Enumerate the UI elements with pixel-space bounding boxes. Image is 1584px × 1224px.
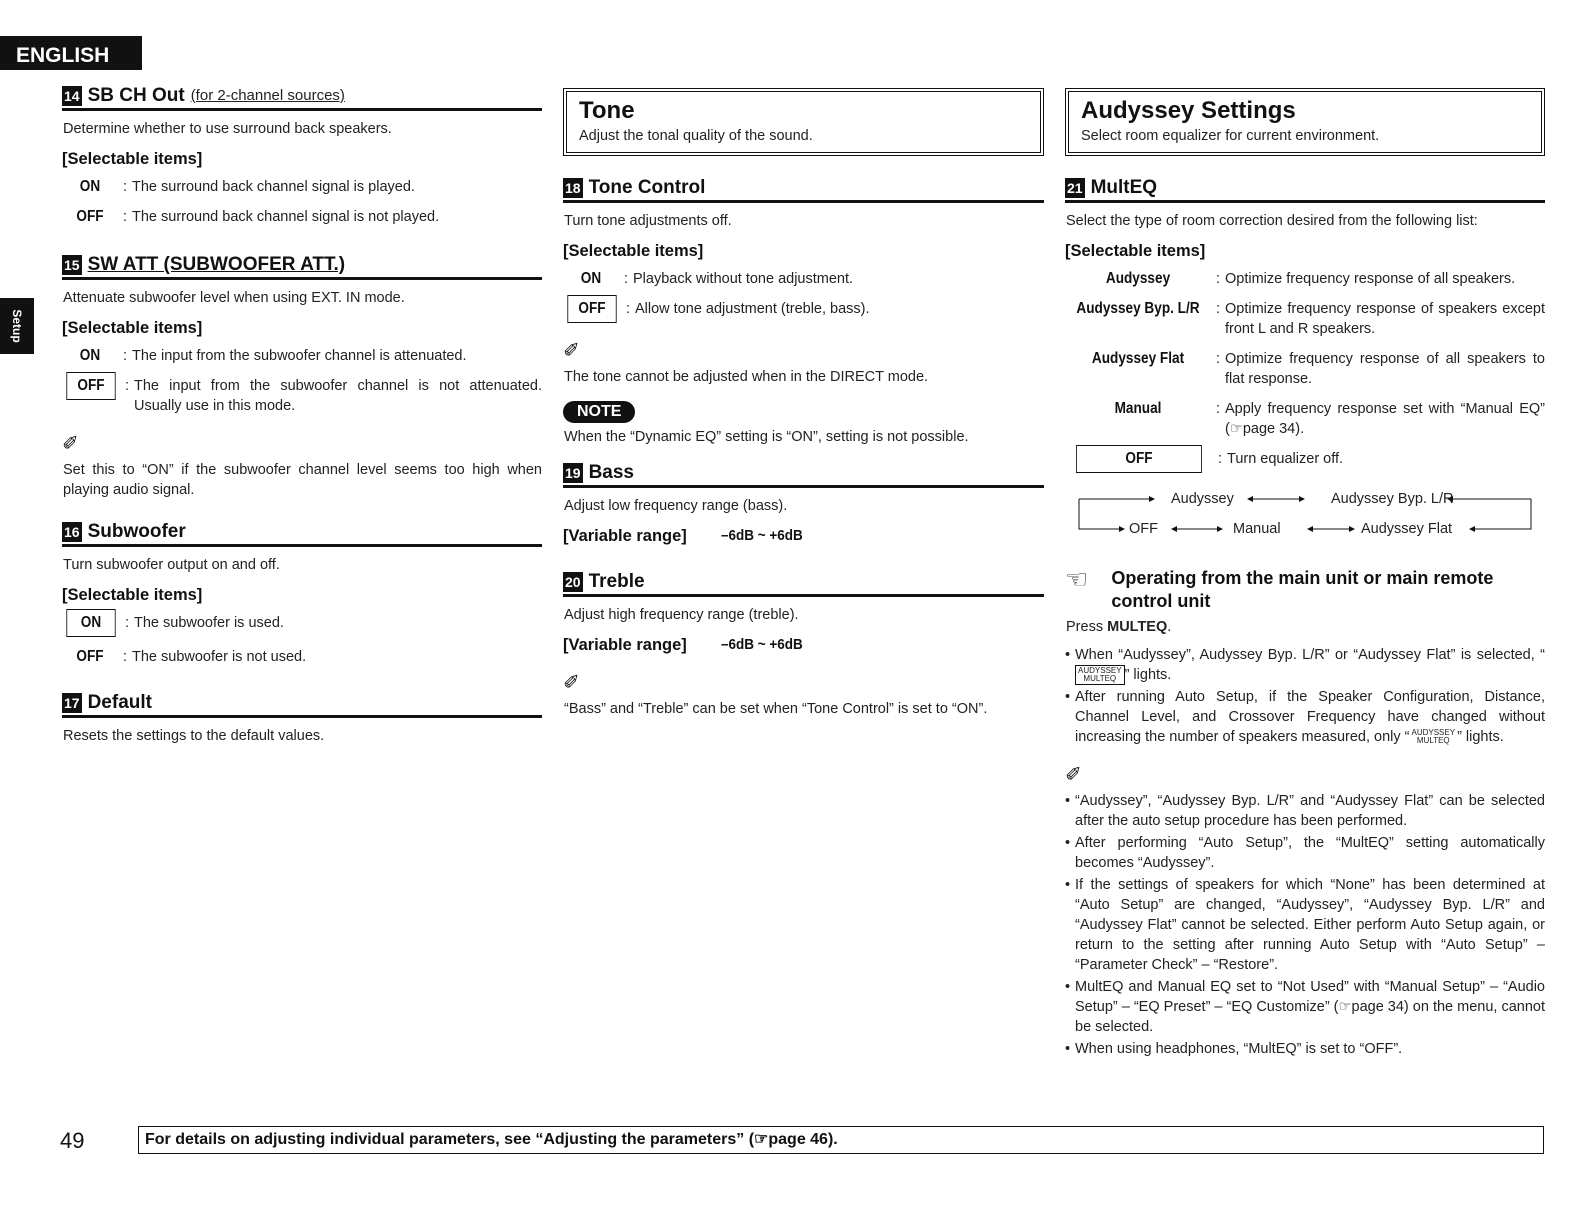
section-21-desc: Select the type of room correction desired from the following list: (1066, 213, 1478, 229)
setup-side-tab-label: Setup (10, 309, 24, 343)
multeq-key: MULTEQ (1107, 619, 1168, 635)
audyssey-title: Audyssey Settings (1081, 97, 1296, 124)
section-17-heading (62, 693, 542, 718)
item-key: ON (79, 347, 101, 364)
item-desc: Optimize frequency response of all speakers to flat response. (1225, 351, 1545, 387)
item-desc: The surround back channel signal is not played. (132, 209, 440, 225)
item-key: ON (79, 178, 101, 195)
multeq-item: Audyssey Flat : Optimize frequency response of all speakers to flat response. (1065, 349, 1545, 389)
audyssey-title-box (1065, 88, 1545, 156)
section-18-note: The tone cannot be adjusted when in the DIRECT mode. (564, 369, 929, 385)
section-15-desc: Attenuate subwoofer level when using EXT. IN mode. (63, 290, 405, 306)
item-key: Audyssey Byp. L/R (1076, 300, 1200, 317)
section-15-item: OFF : The input from the subwoofer channel is not attenuated. Usually use in this mode. (62, 376, 542, 416)
item-key: ON (580, 270, 602, 287)
section-16-item: OFF : The subwoofer is not used. (62, 647, 542, 667)
bullet-text: After running Auto Setup, if the Speaker Configuration, Distance, Channel Level, and Crossover Frequency have changed without increasing the number of speakers measured, only “ (1075, 689, 1545, 746)
section-15-item: ON : The input from the subwoofer channel is attenuated. (62, 346, 542, 366)
note-text: “Audyssey”, “Audyssey Byp. L/R” and “Audyssey Flat” can be selected after the auto setup procedure has been performed. (1075, 793, 1545, 830)
section-20-title: Treble (588, 571, 645, 592)
operating-heading (1065, 564, 1545, 613)
section-17-desc: Resets the settings to the default values. (63, 728, 325, 744)
section-16-desc: Turn subwoofer output on and off. (63, 557, 280, 573)
section-18-selectable-label: [Selectable items] (563, 242, 704, 260)
column-2 (563, 88, 1044, 727)
item-key: Audyssey (1105, 270, 1171, 287)
section-16-item: ON : The subwoofer is used. (62, 613, 542, 637)
section-18-note2: When the “Dynamic EQ” setting is “ON”, setting is not possible. (564, 429, 969, 445)
range-value: –6dB ~ +6dB (720, 527, 803, 544)
note-text: MultEQ and Manual EQ set to “Not Used” with “Manual Setup” – “Audio Setup” – “EQ Preset” – “EQ Customize” (☞page 34) on the menu, cannot be selected. (1075, 979, 1545, 1036)
setup-side-tab (0, 298, 34, 354)
section-18-number: 18 (565, 180, 581, 196)
section-15-heading (62, 255, 542, 280)
item-desc: The surround back channel signal is played. (132, 179, 415, 195)
column-3 (1065, 88, 1545, 1061)
item-key: Manual (1114, 400, 1162, 417)
item-desc: The subwoofer is used. (134, 615, 284, 631)
item-key: OFF (76, 208, 104, 225)
section-14-heading (62, 86, 542, 111)
section-20-number: 20 (565, 574, 581, 590)
section-19-number: 19 (565, 465, 581, 481)
range-value: –6dB ~ +6dB (720, 636, 803, 653)
section-21-number: 21 (1067, 180, 1083, 196)
section-19-heading (563, 463, 1044, 488)
section-17-title: Default (87, 692, 152, 713)
page-number: 49 (60, 1128, 85, 1153)
section-21-heading (1065, 178, 1545, 203)
section-19-title: Bass (588, 462, 634, 483)
section-21-title: MultEQ (1090, 177, 1158, 198)
note-bullet: • “Audyssey”, “Audyssey Byp. L/R” and “Audyssey Flat” can be selected after the auto setup procedure has been performed. (1065, 793, 1545, 830)
section-14-item: ON : The surround back channel signal is played. (62, 177, 542, 197)
multeq-item: Audyssey Byp. L/R : Optimize frequency response of speakers except front L and R speakers. (1076, 300, 1545, 337)
bullet-text: When “Audyssey”, Audyssey Byp. L/R” or “Audyssey Flat” is selected, “ (1075, 647, 1545, 663)
section-16-heading (62, 522, 542, 547)
section-14-subtitle: (for 2-channel sources) (190, 87, 345, 104)
multeq-cycle-diagram (1065, 487, 1545, 547)
note-bullet: • When using headphones, “MultEQ” is set to “OFF”. (1065, 1039, 1545, 1059)
section-16-title: Subwoofer (87, 521, 186, 542)
item-desc: Turn equalizer off. (1227, 451, 1344, 467)
item-desc: Optimize frequency response of all speakers. (1225, 271, 1516, 287)
pencil-icon: ✐ (563, 672, 580, 694)
flow-audyssey-flat: Audyssey Flat (1361, 521, 1453, 537)
item-desc: The input from the subwoofer channel is not attenuated. Usually use in this mode. (134, 378, 542, 414)
note-bullet: • If the settings of speakers for which “None” has been determined at “Auto Setup” are changed, “Audyssey”, “Audyssey Byp. L/R” and “Audyssey Flat” cannot be selected. Either perform Auto Setup again, or return to the setting after running Auto Setup with “Auto Setup” – “Parameter Check” – “Restore”. (1065, 877, 1545, 974)
language-tab: ENGLISH (0, 36, 142, 70)
item-desc: Allow tone adjustment (treble, bass). (635, 301, 870, 317)
section-15-selectable-label: [Selectable items] (62, 319, 203, 337)
item-desc: Optimize frequency response of speakers except front L and R speakers. (1225, 301, 1545, 337)
press-line (1066, 617, 1545, 637)
operating-bullet: • After running Auto Setup, if the Speaker Configuration, Distance, Channel Level, and Crossover Frequency have changed without increasing the number of speakers measured, only “ AUDYSSEY MULTEQ ” lights. (1065, 689, 1545, 746)
note-bullet: • MultEQ and Manual EQ set to “Not Used” with “Manual Setup” – “Audio Setup” – “EQ Preset” – “EQ Customize” (☞page 34) on the menu, cannot be selected. (1065, 979, 1545, 1036)
pencil-icon: ✐ (563, 340, 580, 362)
section-15-number: 15 (64, 257, 80, 273)
operating-bullet: • When “Audyssey”, Audyssey Byp. L/R” or “Audyssey Flat” is selected, “AUDYSSEY MULTEQ ” lights. (1065, 647, 1545, 684)
footer-reference: For details on adjusting individual parameters, see “Adjusting the parameters” (☞page 46). (138, 1126, 1544, 1154)
section-15-note: Set this to “ON” if the subwoofer channel level seems too high when playing audio signal. (63, 462, 542, 498)
section-18-title: Tone Control (588, 177, 706, 198)
section-14-title: SB CH Out (87, 85, 185, 106)
bullet-text: ” lights. (1457, 729, 1504, 746)
multeq-item: Audyssey : Optimize frequency response of all speakers. (1065, 269, 1545, 289)
range-label: [Variable range] (563, 527, 687, 545)
item-desc: Apply frequency response set with “Manual EQ” (☞page 34). (1225, 401, 1545, 437)
item-key-default: OFF (567, 295, 616, 323)
tone-subtitle: Adjust the tonal quality of the sound. (579, 128, 813, 144)
section-20-range (563, 635, 1044, 655)
multeq-item: OFF : Turn equalizer off. (1065, 449, 1545, 473)
section-16-number: 16 (64, 524, 80, 540)
note-bullet: • After performing “Auto Setup”, the “MultEQ” setting automatically becomes “Audyssey”. (1065, 835, 1545, 872)
item-desc: The input from the subwoofer channel is attenuated. (132, 348, 467, 364)
multeq-item: Manual : Apply frequency response set with “Manual EQ” (☞page 34). (1065, 399, 1545, 439)
section-20-desc: Adjust high frequency range (treble). (564, 607, 799, 623)
section-14-number: 14 (64, 88, 80, 104)
section-21-selectable-label: [Selectable items] (1065, 242, 1206, 260)
item-desc: Playback without tone adjustment. (633, 271, 854, 287)
section-15-title: SW ATT (SUBWOOFER ATT.) (87, 254, 346, 275)
item-desc: The subwoofer is not used. (132, 649, 307, 665)
audyssey-multeq-indicator: AUDYSSEY MULTEQ (1075, 665, 1125, 685)
section-19-desc: Adjust low frequency range (bass). (564, 498, 788, 514)
hand-pointer-icon: ☜ (1065, 564, 1089, 594)
flow-manual: Manual (1233, 521, 1281, 537)
section-17-number: 17 (64, 695, 80, 711)
flow-audyssey-byp: Audyssey Byp. L/R (1331, 491, 1454, 507)
item-key: Audyssey Flat (1091, 350, 1185, 367)
section-14-selectable-label: [Selectable items] (62, 150, 203, 168)
pencil-icon: ✐ (1065, 764, 1082, 787)
section-14-item: OFF : The surround back channel signal is not played. (62, 207, 542, 227)
press-suffix: . (1167, 619, 1172, 635)
item-key-default: OFF (1076, 445, 1202, 473)
column-1 (62, 86, 542, 754)
item-key: OFF (76, 648, 104, 665)
section-18-heading (563, 178, 1044, 203)
flow-audyssey: Audyssey (1171, 491, 1234, 507)
tone-title: Tone (579, 97, 635, 124)
item-key-default: OFF (66, 372, 115, 400)
section-18-item: OFF : Allow tone adjustment (treble, bass). (563, 299, 1044, 323)
note-badge: NOTE (563, 401, 635, 423)
section-19-range (563, 526, 1044, 546)
flow-off: OFF (1129, 521, 1158, 537)
operating-title: Operating from the main unit or main remote control unit (1111, 568, 1494, 611)
press-prefix: Press (1066, 619, 1104, 635)
range-label: [Variable range] (563, 636, 687, 654)
tone-title-box (563, 88, 1044, 156)
audyssey-multeq-indicator: AUDYSSEY MULTEQ (1411, 728, 1456, 746)
section-18-desc: Turn tone adjustments off. (564, 213, 732, 229)
note-text: If the settings of speakers for which “None” has been determined at “Auto Setup” are changed, “Audyssey”, “Audyssey Byp. L/R” and “Audyssey Flat” cannot be selected. Either perform Auto Setup again, or return to the setting after running Auto Setup with “Auto Setup” – “Parameter Check” – “Restore”. (1075, 877, 1545, 974)
pencil-icon: ✐ (62, 433, 79, 455)
note-text: After performing “Auto Setup”, the “MultEQ” setting automatically becomes “Audyssey”. (1075, 835, 1545, 872)
bullet-text: ” lights. (1124, 667, 1172, 683)
section-16-selectable-label: [Selectable items] (62, 586, 203, 604)
section-18-item: ON : Playback without tone adjustment. (563, 269, 1044, 289)
note-text: When using headphones, “MultEQ” is set to “OFF”. (1075, 1041, 1403, 1058)
section-20-heading (563, 572, 1044, 597)
section-20-note: “Bass” and “Treble” can be set when “Tone Control” is set to “ON”. (564, 701, 988, 717)
audyssey-subtitle: Select room equalizer for current environment. (1081, 128, 1380, 144)
section-14-desc: Determine whether to use surround back speakers. (63, 121, 392, 137)
item-key-default: ON (66, 609, 115, 637)
